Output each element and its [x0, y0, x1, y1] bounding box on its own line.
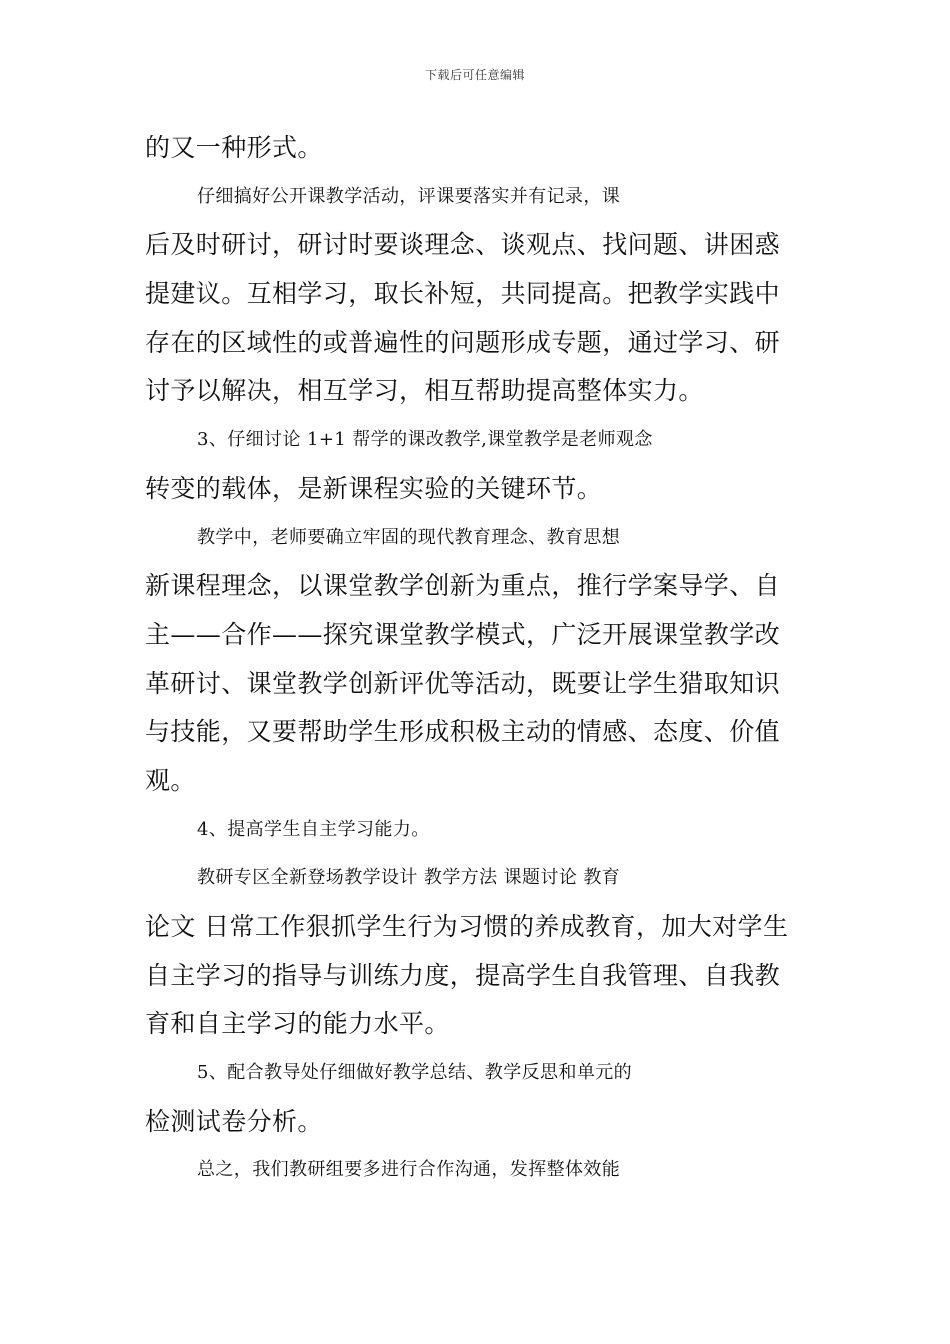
document-body	[145, 124, 809, 1195]
text-line: 4、提高学生自主学习能力。	[197, 818, 430, 840]
text-line: 后及时研讨，研讨时要谈理念、谈观点、找问题、讲困惑	[145, 230, 781, 260]
text-line: 教研专区全新登场教学设计 教学方法 课题讨论 教育	[197, 867, 621, 889]
text-line: 自主学习的指导与训练力度，提高学生自我管理、自我教	[145, 960, 781, 990]
text-line: 论文 日常工作狠抓学生行为习惯的养成教育，加大对学生	[145, 912, 789, 941]
text-line: 存在的区域性的或普遍性的问题形成专题，通过学习、研	[145, 327, 781, 357]
text-line: 讨予以解决，相互学习，相互帮助提高整体实力。	[145, 376, 704, 406]
text-line: 主——合作——探究课堂教学模式，广泛开展课堂教学改	[145, 619, 781, 649]
text-line: 革研讨、课堂教学创新评优等活动，既要让学生猎取知识	[145, 668, 781, 698]
text-line: 检测试卷分析。	[145, 1106, 323, 1136]
text-line: 总之，我们教研组要多进行合作沟通，发挥整体效能	[197, 1159, 621, 1181]
text-line: 仔细搞好公开课教学活动，评课要落实并有记录，课	[197, 185, 621, 207]
text-line: 观。	[145, 765, 196, 795]
page-header: 下载后可任意编辑	[424, 68, 525, 82]
text-line: 与技能，又要帮助学生形成积极主动的情感、态度、价值	[145, 717, 781, 747]
text-line: 育和自主学习的能力水平。	[145, 1009, 450, 1039]
text-line: 教学中，老师要确立牢固的现代教育理念、教育思想	[197, 526, 621, 548]
text-line: 提建议。互相学习，取长补短，共同提高。把教学实践中	[145, 279, 781, 309]
text-line: 的又一种形式。	[145, 133, 323, 162]
text-line: 5、配合教导处仔细做好教学总结、教学反思和单元的	[197, 1062, 633, 1084]
text-line: 新课程理念，以课堂教学创新为重点，推行学案导学、自	[145, 571, 781, 601]
text-line: 转变的载体，是新课程实验的关键环节。	[145, 473, 603, 503]
text-line: 3、仔细讨论 1+1 帮学的课改教学,课堂教学是老师观念	[197, 429, 653, 451]
